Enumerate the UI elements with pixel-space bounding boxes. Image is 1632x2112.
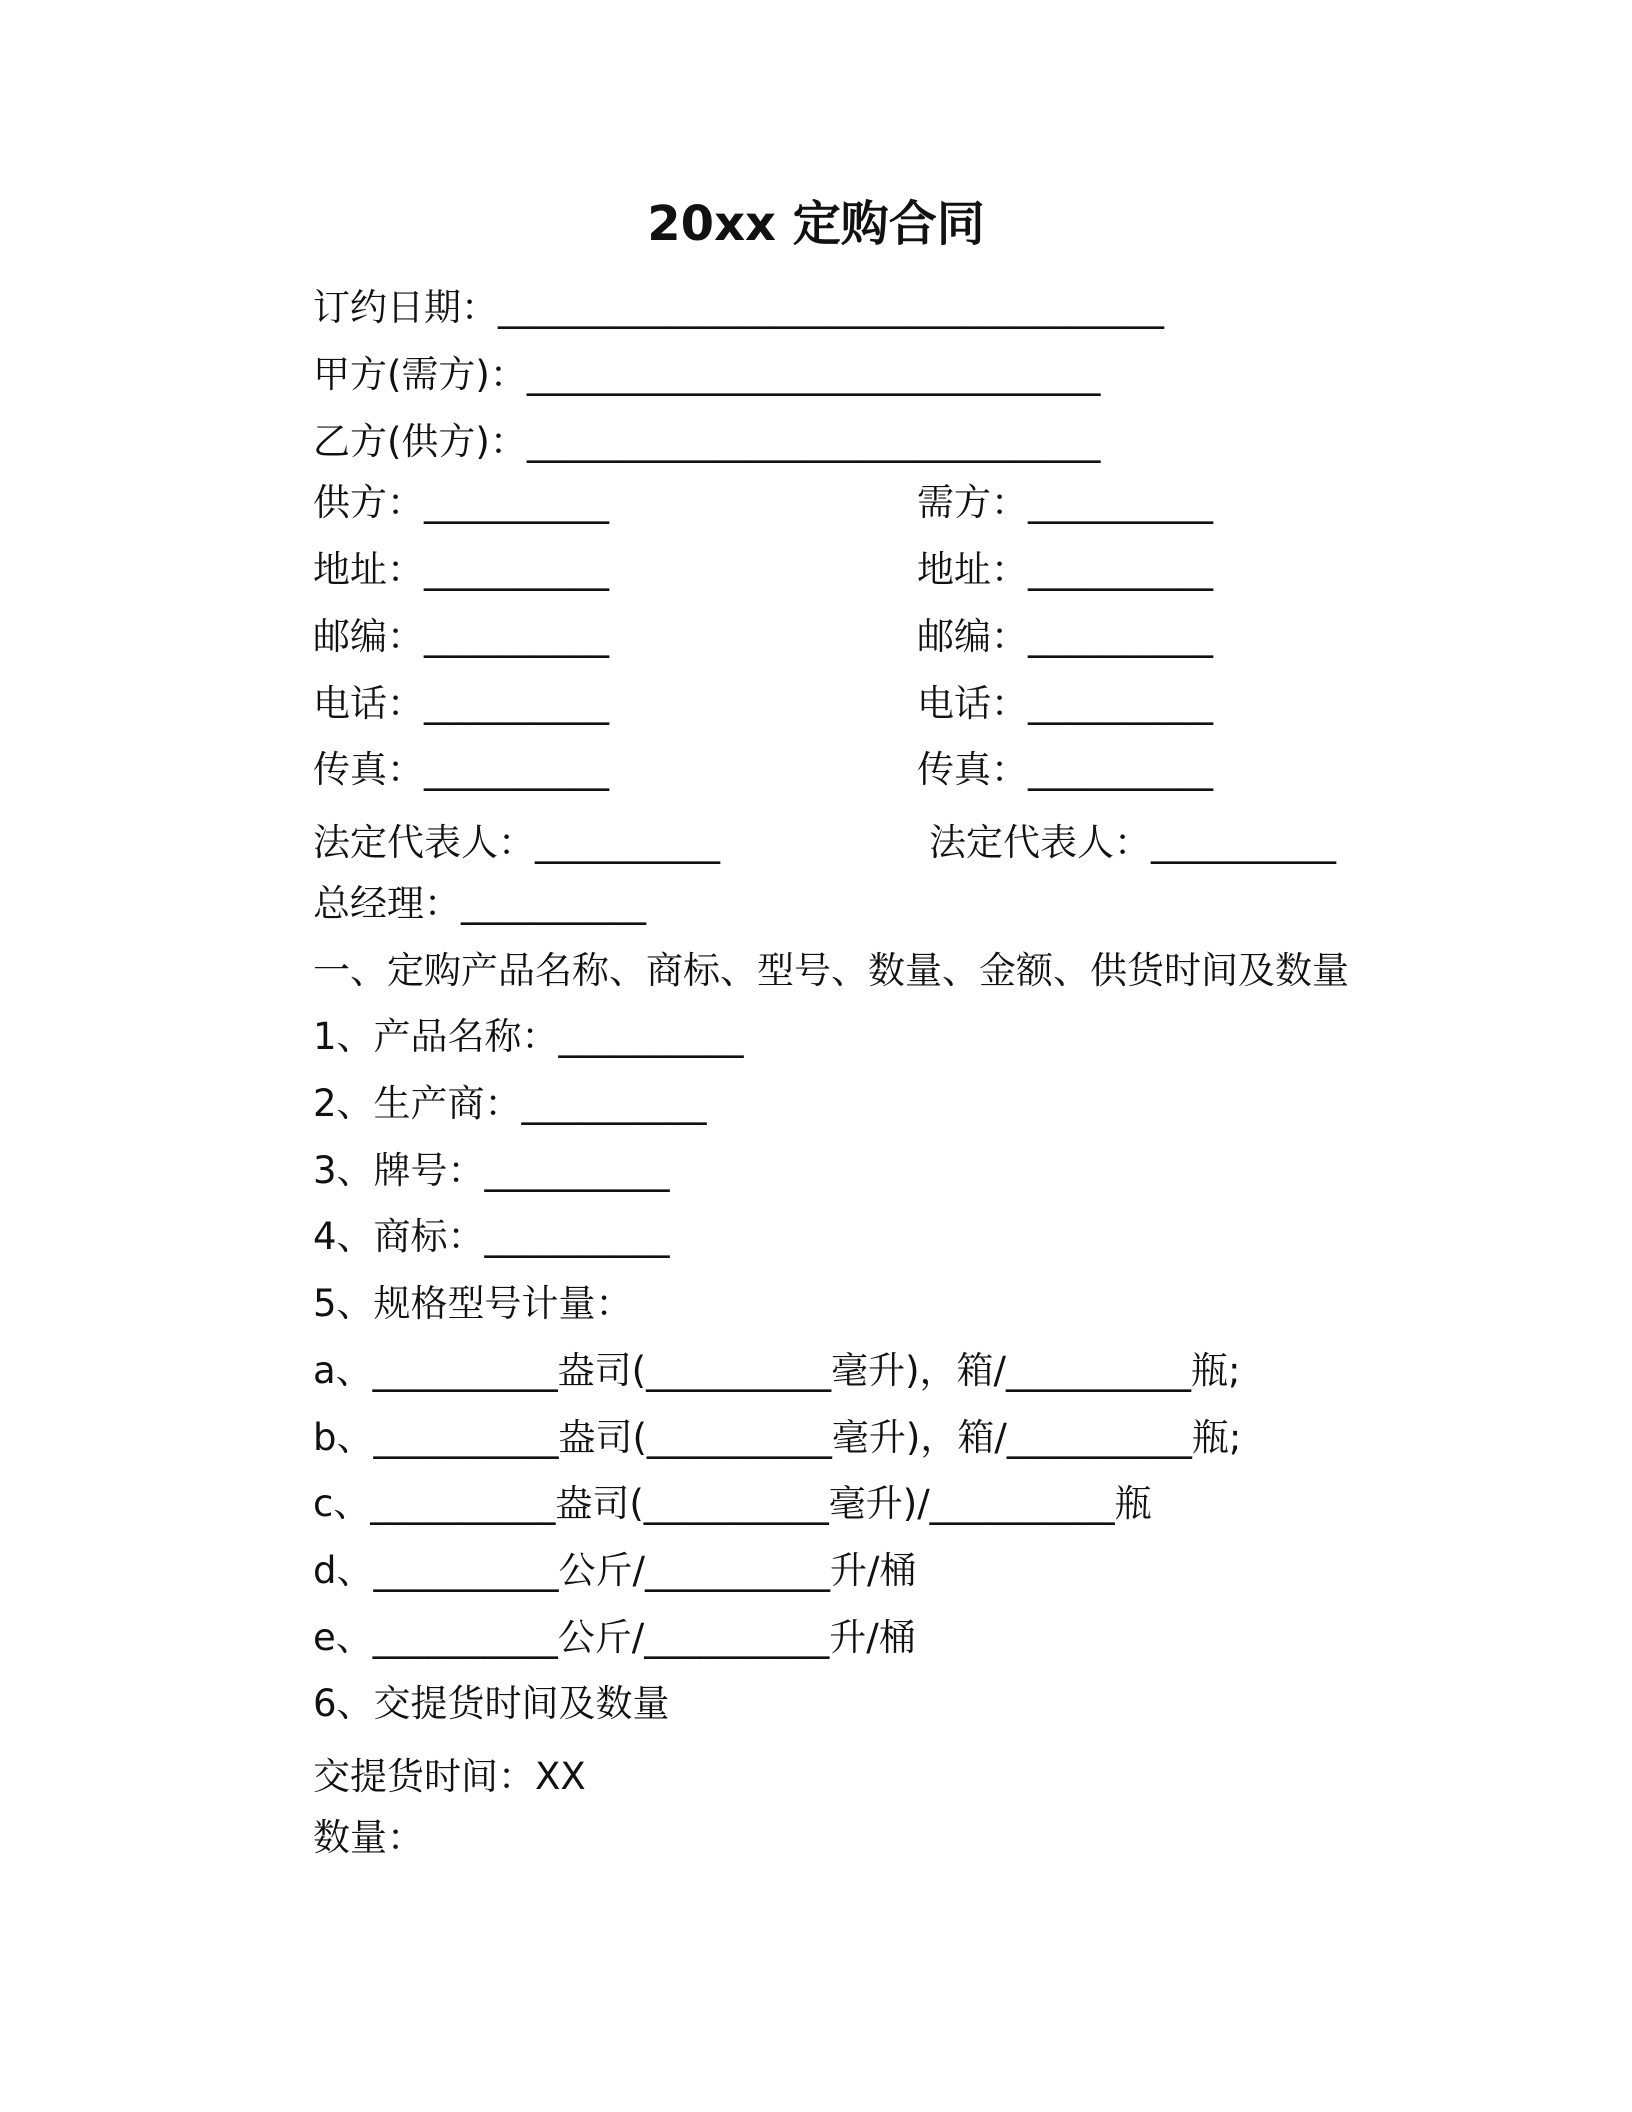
buyer-address-field: 地址：__________	[917, 548, 1213, 591]
spec-item-d: d、__________公斤/__________升/桶	[313, 1549, 917, 1592]
signing-date-field: 订约日期：____________________________________	[313, 286, 1164, 329]
spec-item-a: a、__________盎司(__________毫升)，箱/__________瓶;	[313, 1349, 1241, 1392]
brand-number-item: 3、牌号：__________	[313, 1149, 670, 1192]
spec-item-b: b、__________盎司(__________毫升)，箱/__________瓶;	[313, 1416, 1242, 1459]
delivery-time-field: 交提货时间：XX	[313, 1755, 586, 1798]
supplier-phone-field: 电话：__________	[313, 682, 609, 725]
supplier-legal-rep-field: 法定代表人：__________	[313, 821, 720, 864]
supplier-fax-field: 传真：__________	[313, 748, 609, 791]
document-title: 20xx 定购合同	[647, 196, 985, 252]
party-b-field: 乙方(供方)：_______________________________	[313, 420, 1101, 463]
party-a-field: 甲方(需方)：_______________________________	[313, 353, 1101, 396]
buyer-postcode-field: 邮编：__________	[917, 615, 1213, 658]
buyer-fax-field: 传真：__________	[917, 748, 1213, 791]
delivery-item-heading: 6、交提货时间及数量	[313, 1682, 670, 1725]
buyer-legal-rep-field: 法定代表人：__________	[929, 821, 1336, 864]
supplier-name-field: 供方：__________	[313, 481, 609, 524]
spec-item-e: e、__________公斤/__________升/桶	[313, 1616, 916, 1659]
spec-item-c: c、__________盎司(__________毫升)/__________瓶	[313, 1482, 1152, 1525]
supplier-address-field: 地址：__________	[313, 548, 609, 591]
general-manager-field: 总经理：__________	[313, 882, 646, 925]
manufacturer-item: 2、生产商：__________	[313, 1082, 707, 1125]
buyer-phone-field: 电话：__________	[917, 682, 1213, 725]
product-name-item: 1、产品名称：__________	[313, 1015, 744, 1058]
quantity-field: 数量：	[313, 1816, 424, 1859]
buyer-name-field: 需方：__________	[917, 481, 1213, 524]
section-1-heading: 一、定购产品名称、商标、型号、数量、金额、供货时间及数量	[313, 949, 1349, 992]
supplier-postcode-field: 邮编：__________	[313, 615, 609, 658]
trademark-item: 4、商标：__________	[313, 1215, 670, 1258]
spec-measure-item: 5、规格型号计量：	[313, 1282, 633, 1325]
